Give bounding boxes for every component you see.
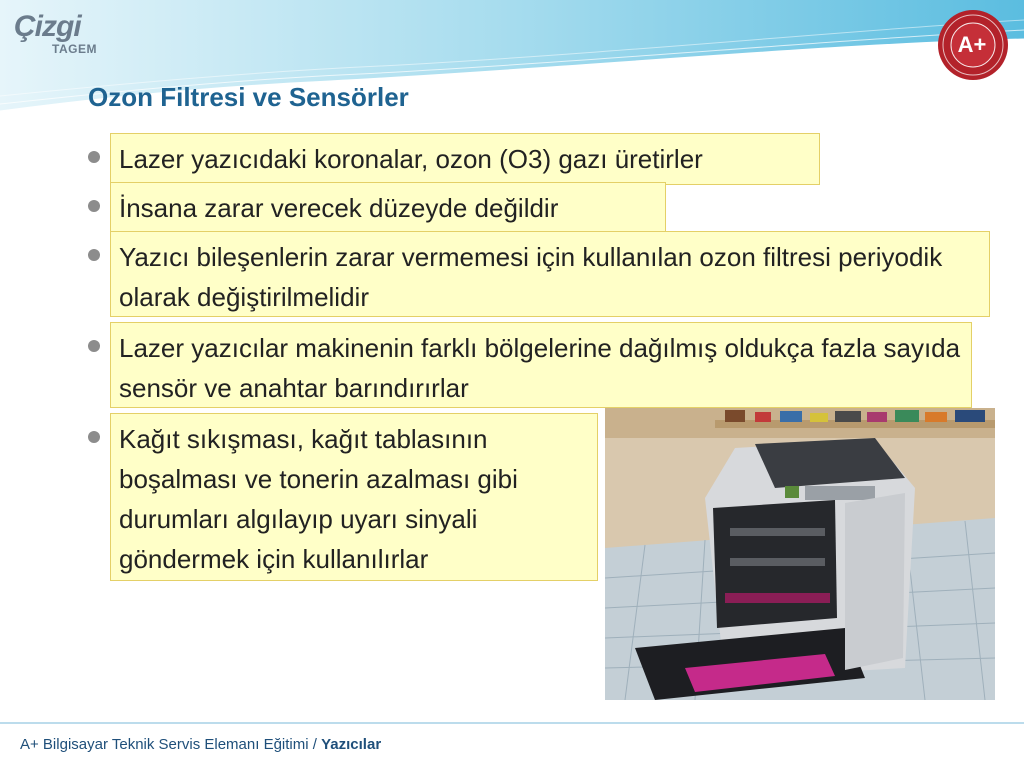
footer-course: A+ Bilgisayar Teknik Servis Elemanı Eğitimi: [20, 736, 309, 753]
laser-printer-photo: [605, 408, 995, 700]
bullet-text: Kağıt sıkışması, kağıt tablasının boşalması ve tonerin azalması gibi durumları algılayıp uyarı sinyali göndermek için kullanılırlar: [110, 413, 598, 581]
bullet-icon: [88, 340, 100, 352]
bullet-icon: [88, 151, 100, 163]
footer-divider: [0, 722, 1024, 724]
logo-wordmark: Çizgi: [14, 10, 81, 43]
bullet-icon: [88, 200, 100, 212]
bullet-icon: [88, 249, 100, 261]
cizgi-tagem-logo: [14, 10, 114, 60]
slide-title: Ozon Filtresi ve Sensörler: [88, 82, 409, 112]
logo-subtitle: TAGEM: [52, 42, 97, 56]
bullet-text: Lazer yazıcılar makinenin farklı bölgelerine dağılmış oldukça fazla sayıda sensör ve anahtar barındırırlar: [110, 322, 972, 408]
footer: [20, 736, 381, 753]
bullet-text: Yazıcı bileşenlerin zarar vermemesi için kullanılan ozon filtresi periyodik olarak değiştirilmelidir: [110, 231, 990, 317]
bullet-text: İnsana zarar verecek düzeyde değildir: [110, 182, 666, 234]
footer-separator: /: [308, 736, 322, 753]
bullet-text: Lazer yazıcıdaki koronalar, ozon (O3) gazı üretirler: [110, 133, 820, 185]
aplus-seal-icon: [936, 8, 1014, 86]
bullet-icon: [88, 431, 100, 443]
footer-chapter: Yazıcılar: [321, 736, 382, 753]
seal-label: A+: [957, 32, 987, 57]
